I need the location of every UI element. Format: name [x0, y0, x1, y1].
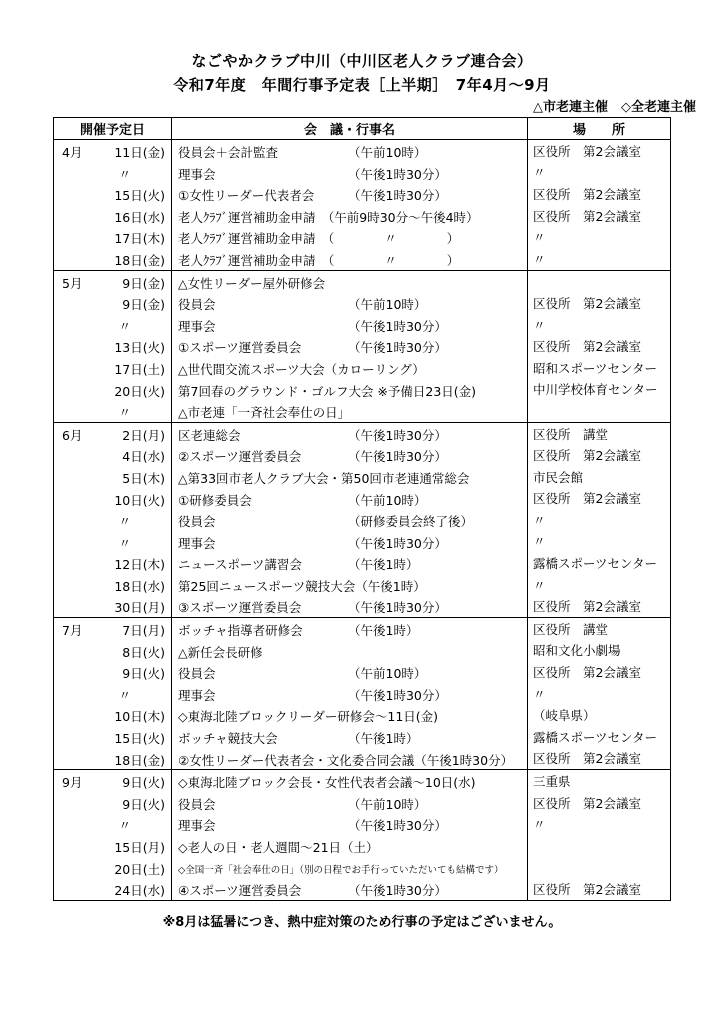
month-label: 9月	[62, 775, 83, 791]
date-cell	[54, 835, 172, 857]
day-label: 9日(火)	[122, 775, 165, 791]
day-label: 18日(金)	[114, 752, 165, 768]
table-header-row	[54, 118, 671, 140]
event-name: △女性リーダー屋外研修会	[178, 275, 326, 291]
place-cell: 区役所 第2会議室	[528, 792, 671, 814]
table-row	[54, 878, 671, 900]
event-cell	[172, 792, 528, 814]
place-cell: 区役所 第2会議室	[528, 140, 671, 162]
event-name: 理事会	[178, 687, 216, 703]
event-name: ③スポーツ運営委員会	[178, 600, 302, 616]
day-label: 2日(月)	[122, 427, 165, 443]
event-cell	[172, 379, 528, 401]
event-name: ②女性リーダー代表者会・文化委合同会議（午後1時30分）	[178, 752, 514, 768]
event-cell	[172, 531, 528, 553]
date-cell	[54, 466, 172, 488]
table-row	[54, 400, 671, 422]
event-time: （午後1時30分）	[348, 318, 447, 334]
event-time: （午後1時30分）	[348, 340, 447, 356]
day-label: 〃	[118, 166, 131, 182]
table-row	[54, 509, 671, 531]
place-cell: 区役所 第2会議室	[528, 183, 671, 205]
event-name: 役員会	[178, 666, 216, 682]
day-label: 30日(月)	[114, 600, 165, 616]
table-row	[54, 379, 671, 401]
day-label: 8日(火)	[122, 644, 165, 660]
place-cell: 〃	[528, 226, 671, 248]
day-label: 9日(火)	[122, 796, 165, 812]
day-label: 17日(土)	[114, 361, 165, 377]
event-time: （午前10時）	[348, 145, 427, 160]
table-row	[54, 270, 671, 292]
table-row	[54, 183, 671, 205]
table-row	[54, 466, 671, 488]
date-cell	[54, 792, 172, 814]
event-name: 役員会＋会計監査	[178, 145, 279, 160]
event-cell	[172, 704, 528, 726]
day-label: 15日(火)	[114, 731, 165, 747]
month-label: 7月	[62, 623, 83, 639]
table-row	[54, 488, 671, 510]
date-cell	[54, 661, 172, 683]
day-label: 15日(月)	[114, 840, 165, 855]
day-label: 18日(水)	[114, 578, 165, 594]
date-cell	[54, 509, 172, 531]
event-time: （午後1時30分）	[348, 818, 447, 834]
date-cell	[54, 205, 172, 227]
day-label: 9日(火)	[122, 666, 165, 682]
event-name: 役員会	[178, 796, 216, 812]
day-label: 〃	[118, 405, 131, 421]
event-cell	[172, 509, 528, 531]
place-cell: 三重県	[528, 770, 671, 792]
table-row	[54, 422, 671, 444]
event-name: 老人ｸﾗﾌﾞ運営補助金申請 （午前9時30分～午後4時）	[178, 209, 479, 225]
date-cell	[54, 618, 172, 640]
date-cell	[54, 335, 172, 357]
day-label: 7日(月)	[122, 623, 165, 639]
event-cell	[172, 314, 528, 336]
place-cell: 〃	[528, 162, 671, 184]
date-cell	[54, 226, 172, 248]
event-time: （午後1時30分）	[348, 883, 447, 899]
event-name: ボッチャ指導者研修会	[178, 623, 303, 639]
date-cell	[54, 552, 172, 574]
event-time: （午後1時）	[348, 623, 419, 639]
event-name: 老人ｸﾗﾌﾞ運営補助金申請 （ 〃 ）	[178, 252, 460, 268]
table-row	[54, 552, 671, 574]
footer-note: ※8月は猛暑につき、熱中症対策のため行事の予定はございません。	[162, 915, 562, 930]
month-label: 5月	[62, 275, 83, 291]
day-label: 9日(金)	[122, 297, 165, 313]
event-cell	[172, 400, 528, 422]
event-cell	[172, 618, 528, 640]
column-header-event: 会 議・行事名	[172, 118, 528, 140]
table-row	[54, 770, 671, 792]
date-cell	[54, 444, 172, 466]
event-cell	[172, 552, 528, 574]
event-cell	[172, 226, 528, 248]
place-cell: 露橋スポーツセンター	[528, 726, 671, 748]
date-cell	[54, 683, 172, 705]
date-cell	[54, 813, 172, 835]
date-cell	[54, 531, 172, 553]
table-row	[54, 292, 671, 314]
place-cell: 〃	[528, 314, 671, 336]
event-time: （午後1時30分）	[348, 449, 447, 465]
table-row	[54, 726, 671, 748]
date-cell	[54, 857, 172, 879]
day-label: 9日(金)	[122, 275, 165, 291]
day-label: 〃	[118, 687, 131, 703]
event-time: （午後1時30分）	[348, 188, 447, 204]
place-cell: （岐阜県）	[528, 704, 671, 726]
day-label: 〃	[118, 535, 131, 551]
table-row	[54, 314, 671, 336]
event-time: （研修委員会終了後）	[348, 514, 474, 530]
date-cell	[54, 400, 172, 422]
date-cell	[54, 726, 172, 748]
date-cell	[54, 640, 172, 662]
event-cell	[172, 248, 528, 270]
date-cell	[54, 770, 172, 792]
event-cell	[172, 183, 528, 205]
table-row	[54, 683, 671, 705]
place-cell: 露橋スポーツセンター	[528, 552, 671, 574]
day-label: 10日(木)	[114, 709, 165, 725]
table-row	[54, 748, 671, 770]
place-cell: 〃	[528, 509, 671, 531]
place-cell: 区役所 第2会議室	[528, 335, 671, 357]
event-name: 理事会	[178, 535, 216, 551]
place-cell: 〃	[528, 531, 671, 553]
date-cell	[54, 878, 172, 900]
place-cell: 区役所 第2会議室	[528, 878, 671, 900]
place-cell: 昭和スポーツセンター	[528, 357, 671, 379]
place-cell	[528, 857, 671, 879]
table-row	[54, 531, 671, 553]
date-cell	[54, 183, 172, 205]
place-cell: 〃	[528, 813, 671, 835]
event-cell	[172, 574, 528, 596]
event-name: 第7回春のグラウンド・ゴルフ大会 ※予備日23日(金)	[178, 383, 477, 399]
place-cell: 区役所 講堂	[528, 422, 671, 444]
event-time: （午後1時30分）	[348, 600, 447, 616]
place-cell: 〃	[528, 683, 671, 705]
event-cell	[172, 748, 528, 770]
table-row	[54, 661, 671, 683]
place-cell	[528, 835, 671, 857]
event-cell	[172, 444, 528, 466]
place-cell: 区役所 第2会議室	[528, 661, 671, 683]
place-cell: 〃	[528, 248, 671, 270]
event-cell	[172, 422, 528, 444]
date-cell	[54, 595, 172, 617]
event-time: （午後1時）	[348, 557, 419, 573]
date-cell	[54, 270, 172, 292]
event-name: 理事会	[178, 166, 216, 182]
event-time: （午後1時）	[348, 731, 419, 747]
day-label: 17日(木)	[114, 231, 165, 247]
event-name: ◇東海北陸ブロックリーダー研修会～11日(金)	[178, 709, 439, 725]
place-cell: 市民会館	[528, 466, 671, 488]
day-label: 12日(木)	[114, 557, 165, 573]
place-cell: 昭和文化小劇場	[528, 640, 671, 662]
event-time: （午後1時30分）	[348, 166, 447, 182]
event-cell	[172, 270, 528, 292]
place-cell: 区役所 第2会議室	[528, 444, 671, 466]
place-cell: 区役所 第2会議室	[528, 748, 671, 770]
event-name: ◇東海北陸ブロック会長・女性代表者会議～10日(水)	[178, 775, 476, 791]
day-label: 16日(水)	[114, 209, 165, 225]
day-label: 15日(火)	[114, 188, 165, 204]
day-label: 13日(火)	[114, 340, 165, 356]
date-cell	[54, 488, 172, 510]
schedule-table	[53, 117, 671, 901]
table-row	[54, 205, 671, 227]
organizer-legend: △市老連主催 ◇全老連主催	[533, 100, 696, 115]
day-label: 〃	[118, 818, 131, 834]
date-cell	[54, 248, 172, 270]
table-row	[54, 857, 671, 879]
table-row	[54, 226, 671, 248]
event-name: ②スポーツ運営委員会	[178, 449, 302, 465]
day-label: 20日(火)	[114, 383, 165, 399]
event-cell	[172, 770, 528, 792]
day-label: 5日(木)	[122, 470, 165, 486]
event-name: 理事会	[178, 818, 216, 834]
day-label: 24日(水)	[114, 883, 165, 899]
event-time: （午前10時）	[348, 666, 427, 682]
event-name: 区老連総会	[178, 427, 241, 443]
event-cell	[172, 640, 528, 662]
place-cell: 区役所 第2会議室	[528, 292, 671, 314]
event-name: ①研修委員会	[178, 492, 252, 508]
table-row	[54, 444, 671, 466]
event-cell	[172, 292, 528, 314]
place-cell: 区役所 第2会議室	[528, 205, 671, 227]
table-row	[54, 640, 671, 662]
place-cell: 区役所 第2会議室	[528, 595, 671, 617]
event-name: ④スポーツ運営委員会	[178, 883, 302, 899]
day-label: 〃	[118, 514, 131, 530]
event-name: 役員会	[178, 297, 216, 313]
event-time: （午後1時30分）	[348, 535, 447, 551]
event-name: △世代間交流スポーツ大会（カローリング）	[178, 361, 425, 377]
event-name: ボッチャ競技大会	[178, 731, 278, 747]
place-cell	[528, 270, 671, 292]
table-row	[54, 162, 671, 184]
document-title: なごやかクラブ中川（中川区老人クラブ連合会）	[191, 52, 533, 70]
event-cell	[172, 683, 528, 705]
table-row	[54, 704, 671, 726]
event-name: 役員会	[178, 514, 216, 530]
event-time: （午後1時30分）	[348, 427, 447, 443]
day-label: 11日(金)	[114, 145, 165, 160]
date-cell	[54, 574, 172, 596]
table-row	[54, 813, 671, 835]
event-name: △市老連「一斉社会奉仕の日」	[178, 405, 351, 421]
event-cell	[172, 813, 528, 835]
table-row	[54, 835, 671, 857]
event-time: （午後1時30分）	[348, 687, 447, 703]
event-name: ◇全国一斉「社会奉仕の日」（別の日程でお手行っていただいても結構です）	[178, 864, 504, 876]
event-cell	[172, 466, 528, 488]
table-row	[54, 618, 671, 640]
date-cell	[54, 140, 172, 162]
event-cell	[172, 661, 528, 683]
event-cell	[172, 595, 528, 617]
table-row	[54, 357, 671, 379]
date-cell	[54, 422, 172, 444]
day-label: 4日(水)	[122, 449, 165, 465]
event-name: 理事会	[178, 318, 216, 334]
event-cell	[172, 878, 528, 900]
table-row	[54, 792, 671, 814]
month-label: 4月	[62, 145, 83, 160]
day-label: 〃	[118, 318, 131, 334]
event-cell	[172, 857, 528, 879]
date-cell	[54, 748, 172, 770]
date-cell	[54, 314, 172, 336]
event-cell	[172, 205, 528, 227]
event-cell	[172, 335, 528, 357]
day-label: 20日(土)	[114, 861, 165, 877]
day-label: 10日(火)	[114, 492, 165, 508]
event-cell	[172, 726, 528, 748]
date-cell	[54, 379, 172, 401]
table-row	[54, 335, 671, 357]
event-cell	[172, 162, 528, 184]
event-name: 老人ｸﾗﾌﾞ運営補助金申請 （ 〃 ）	[178, 231, 460, 247]
event-time: （午前10時）	[348, 492, 427, 508]
date-cell	[54, 704, 172, 726]
day-label: 18日(金)	[114, 252, 165, 268]
event-time: （午前10時）	[348, 796, 427, 812]
place-cell	[528, 400, 671, 422]
event-name: ニュースポーツ講習会	[178, 557, 302, 573]
month-label: 6月	[62, 427, 83, 443]
table-row	[54, 595, 671, 617]
table-row	[54, 248, 671, 270]
place-cell: 区役所 第2会議室	[528, 488, 671, 510]
date-cell	[54, 357, 172, 379]
table-row	[54, 140, 671, 162]
event-name: ①スポーツ運営委員会	[178, 340, 302, 356]
place-cell: 中川学校体育センター	[528, 379, 671, 401]
schedule-body	[54, 140, 671, 901]
event-name: 第25回ニュースポーツ競技大会（午後1時）	[178, 578, 426, 594]
event-cell	[172, 835, 528, 857]
table-row	[54, 574, 671, 596]
place-cell: 〃	[528, 574, 671, 596]
column-header-place: 場 所	[528, 118, 671, 140]
date-cell	[54, 162, 172, 184]
event-cell	[172, 488, 528, 510]
event-cell	[172, 357, 528, 379]
event-name: △新任会長研修	[178, 644, 263, 660]
column-header-date: 開催予定日	[54, 118, 172, 140]
event-name: ①女性リーダー代表者会	[178, 188, 315, 204]
event-name: ◇老人の日・老人週間～21日（土）	[178, 840, 379, 855]
event-time: （午前10時）	[348, 297, 427, 313]
event-cell	[172, 140, 528, 162]
place-cell: 区役所 講堂	[528, 618, 671, 640]
document-subtitle: 令和7年度 年間行事予定表［上半期］ 7年4月～9月	[173, 76, 551, 94]
date-cell	[54, 292, 172, 314]
event-name: △第33回市老人クラブ大会・第50回市老連通常総会	[178, 470, 470, 486]
